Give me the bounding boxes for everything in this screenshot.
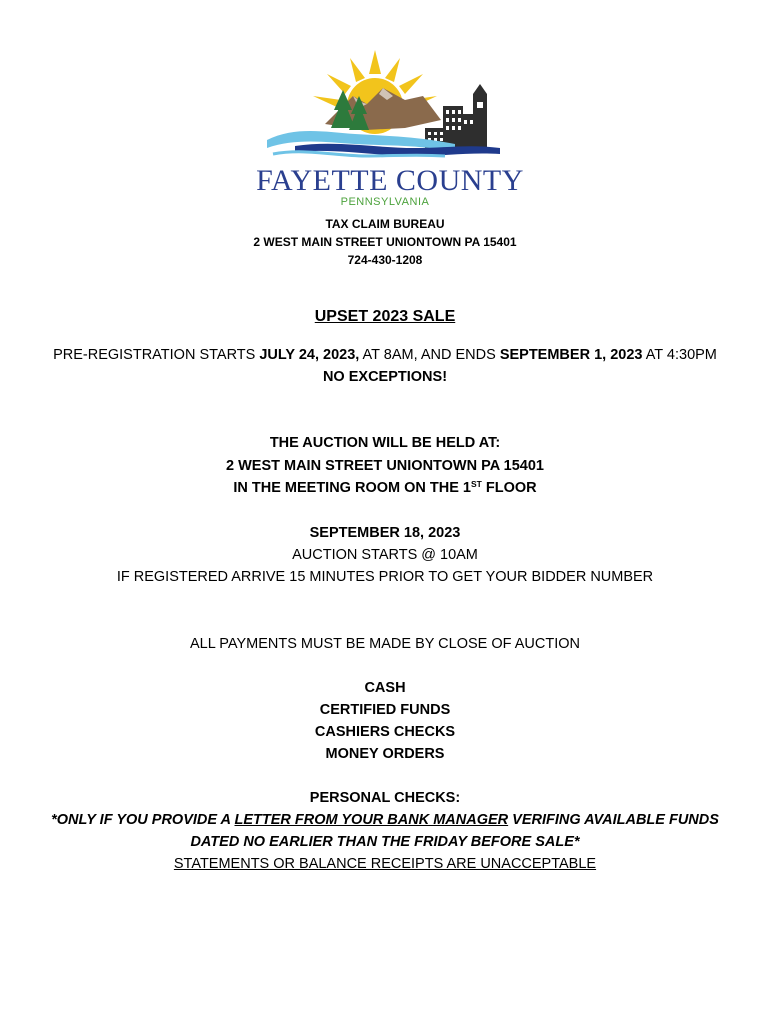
no-exceptions: NO EXCEPTIONS! — [322, 369, 448, 385]
location-address: 2 WEST MAIN STREET UNIONTOWN PA 15401 — [226, 458, 544, 474]
office-name: TAX CLAIM BUREAU — [325, 217, 445, 231]
personal-checks-date-requirement: DATED NO EARLIER THAN THE FRIDAY BEFORE SALE* — [190, 834, 580, 850]
payment-method-certified-funds: CERTIFIED FUNDS — [319, 702, 451, 718]
registration-start-date: JULY 24, 2023, — [259, 347, 360, 363]
office-phone: 724-430-1208 — [347, 253, 423, 267]
location-room-superscript: ST — [471, 479, 482, 489]
location-heading: THE AUCTION WILL BE HELD AT: — [269, 435, 501, 451]
registration-middle: AT 8AM, AND ENDS — [359, 347, 500, 363]
arrival-instructions: IF REGISTERED ARRIVE 15 MINUTES PRIOR TO GET YOUR BIDDER NUMBER — [116, 569, 654, 585]
personal-checks-line1-prefix: *ONLY IF YOU PROVIDE A — [51, 812, 235, 828]
office-address: 2 WEST MAIN STREET UNIONTOWN PA 15401 — [253, 235, 517, 249]
registration-prefix: PRE-REGISTRATION STARTS — [53, 347, 260, 363]
page-title — [0, 307, 770, 326]
logo-county-name: FAYETTE COUNTY — [256, 164, 524, 197]
location-room-prefix: IN THE MEETING ROOM ON THE 1 — [233, 480, 471, 496]
unacceptable-statements-text: STATEMENTS OR BALANCE RECEIPTS ARE UNACCEPTABLE — [173, 856, 597, 872]
registration-line — [0, 347, 770, 364]
logo-state-name: PENNSYLVANIA — [340, 196, 430, 208]
payment-method-cash: CASH — [364, 680, 406, 696]
payment-method-money-orders: MONEY ORDERS — [325, 746, 445, 762]
payments-heading: ALL PAYMENTS MUST BE MADE BY CLOSE OF AUCTION — [190, 636, 580, 652]
auction-start-time: AUCTION STARTS @ 10AM — [292, 547, 478, 563]
bank-manager-letter-text: LETTER FROM YOUR BANK MANAGER — [234, 812, 509, 828]
auction-date: SEPTEMBER 18, 2023 — [309, 525, 461, 541]
location-room — [0, 480, 770, 497]
registration-end-date: SEPTEMBER 1, 2023 — [499, 347, 643, 363]
personal-checks-condition — [0, 812, 770, 829]
unacceptable-statements — [0, 856, 770, 873]
fayette-county-logo — [255, 44, 525, 210]
payment-method-cashiers-checks: CASHIERS CHECKS — [314, 724, 456, 740]
title-text: UPSET 2023 SALE — [314, 308, 456, 325]
location-room-suffix: FLOOR — [481, 480, 537, 496]
personal-checks-heading: PERSONAL CHECKS: — [309, 790, 461, 806]
personal-checks-line1-suffix: VERIFING AVAILABLE FUNDS — [508, 812, 719, 828]
registration-suffix: AT 4:30PM — [642, 347, 717, 363]
